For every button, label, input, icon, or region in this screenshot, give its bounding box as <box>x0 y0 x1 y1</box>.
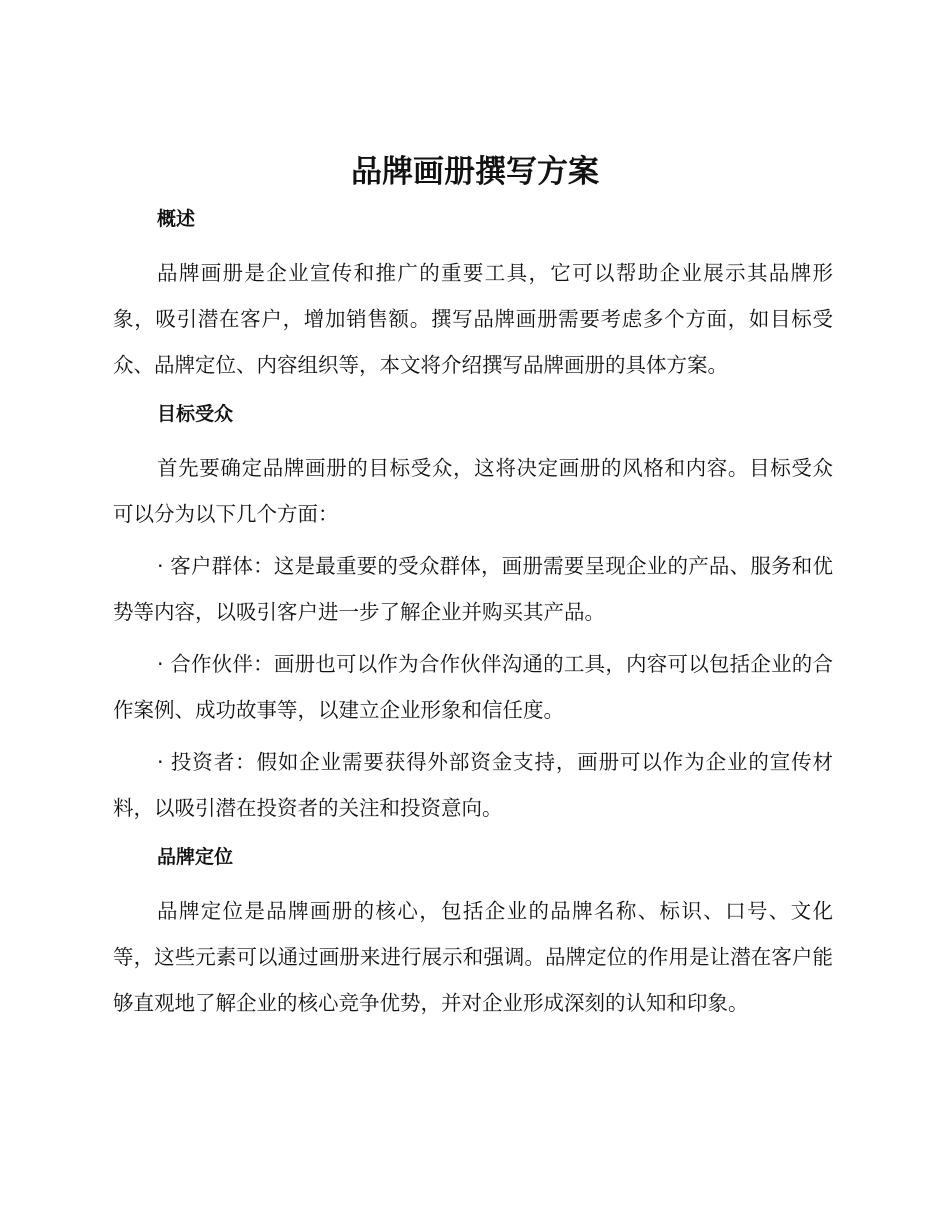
section-heading-overview: 概述 <box>157 208 196 230</box>
bullet-partners: · 合作伙伴：画册也可以作为合作伙伴沟通的工具，内容可以包括企业的合作案例、成功故事等，以建立企业形象和信任度。 <box>113 652 833 722</box>
section-heading-target-audience: 目标受众 <box>157 403 234 425</box>
section-heading-brand-positioning: 品牌定位 <box>157 846 234 868</box>
bullet-customers: · 客户群体：这是最重要的受众群体，画册需要呈现企业的产品、服务和优势等内容，以吸引客户进一步了解企业并购买其产品。 <box>113 554 833 624</box>
overview-paragraph: 品牌画册是企业宣传和推广的重要工具，它可以帮助企业展示其品牌形象，吸引潜在客户，增加销售额。撰写品牌画册需要考虑多个方面，如目标受众、品牌定位、内容组织等，本文将介绍撰写品牌画册的具体方案。 <box>113 261 833 377</box>
bullet-investors: · 投资者：假如企业需要获得外部资金支持，画册可以作为企业的宣传材料，以吸引潜在投资者的关注和投资意向。 <box>113 750 833 820</box>
target-audience-intro-paragraph: 首先要确定品牌画册的目标受众，这将决定画册的风格和内容。目标受众可以分为以下几个方面： <box>113 456 833 526</box>
brand-positioning-paragraph: 品牌定位是品牌画册的核心，包括企业的品牌名称、标识、口号、文化等，这些元素可以通过画册来进行展示和强调。品牌定位的作用是让潜在客户能够直观地了解企业的核心竞争优势，并对企业形成深刻的认知和印象。 <box>113 899 833 1015</box>
page-title: 品牌画册撰写方案 <box>351 154 599 190</box>
